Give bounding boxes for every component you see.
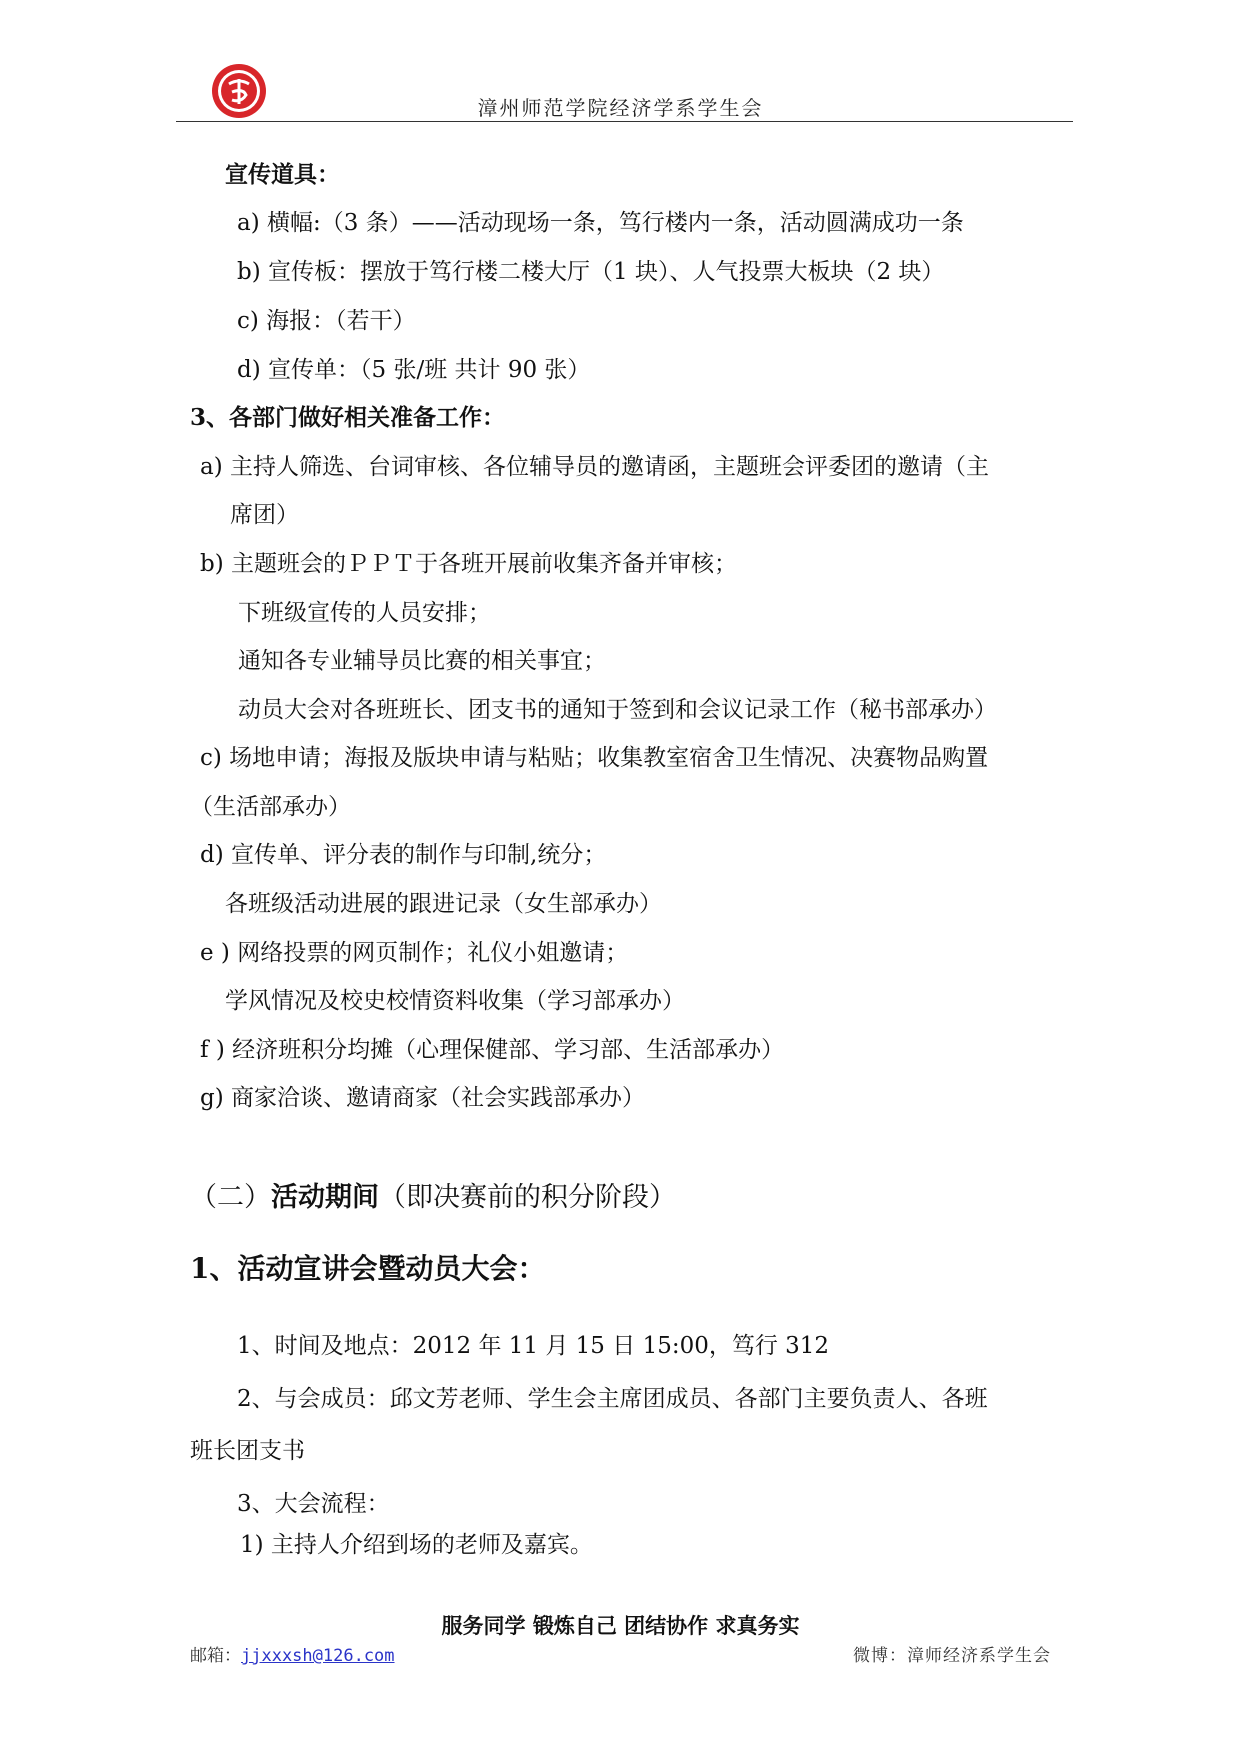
meeting-process-step-1: 1) 主持人介绍到场的老师及嘉宾。 [240,1532,593,1558]
footer-motto: 服务同学 锻炼自己 团结协作 求真务实 [441,1614,800,1638]
dept-item-c-cont: （生活部承办） [190,794,351,820]
dept-item-b-line2: 下班级宣传的人员安排； [238,600,491,626]
dept-heading: 3、各部门做好相关准备工作： [190,404,506,431]
dept-item-b: b) 主题班会的ＰＰＴ于各班开展前收集齐备并审核； [200,551,738,577]
dept-item-b-line3: 通知各专业辅导员比赛的相关事宜； [238,648,606,674]
dept-item-f: f ) 经济班积分均摊（心理保健部、学习部、生活部承办） [200,1037,785,1063]
header-title: 漳州师范学院经济学系学生会 [477,96,764,120]
promo-item-d: d) 宣传单：（5 张/班 共计 90 张） [237,357,591,383]
dept-item-a: a) 主持人筛选、台词审核、各位辅导员的邀请函，主题班会评委团的邀请（主 [200,454,989,480]
meeting-heading: 1、活动宣讲会暨动员大会： [190,1252,546,1285]
dept-item-a-cont: 席团） [230,502,299,528]
dept-item-e-line2: 学风情况及校史校情资料收集（学习部承办） [225,988,685,1014]
meeting-attendees: 2、与会成员：邱文芳老师、学生会主席团成员、各部门主要负责人、各班 [237,1386,988,1412]
section-2-title: 活动期间 [271,1182,379,1213]
dept-item-b-line4: 动员大会对各班班长、团支书的通知于签到和会议记录工作（秘书部承办） [238,697,997,723]
email-label: 邮箱： [190,1646,241,1666]
email-link[interactable]: jjxxxsh@126.com [241,1646,395,1666]
meeting-attendees-cont: 班长团支书 [190,1438,305,1464]
dept-item-d-line2: 各班级活动进展的跟进记录（女生部承办） [225,891,662,917]
meeting-process: 3、大会流程： [237,1491,390,1517]
footer-weibo: 微博：漳师经济系学生会 [853,1646,1051,1666]
header-divider [176,121,1073,122]
promo-heading: 宣传道具： [225,161,340,188]
footer-email [190,1641,395,1666]
meeting-time-place: 1、时间及地点：2012 年 11 月 15 日 15:00，笃行 312 [237,1333,830,1359]
section-2-suffix: （即决赛前的积分阶段） [379,1182,676,1213]
section-2-prefix: （二） [190,1182,271,1213]
dept-item-c: c) 场地申请；海报及版块申请与粘贴；收集教室宿舍卫生情况、决赛物品购置 [200,745,989,771]
promo-item-a: a) 横幅:（3 条）——活动现场一条，笃行楼内一条，活动圆满成功一条 [237,210,964,236]
dept-item-g: g) 商家洽谈、邀请商家（社会实践部承办） [200,1085,646,1111]
promo-item-c: c) 海报：（若干） [237,308,416,334]
dept-item-d: d) 宣传单、评分表的制作与印制,统分； [200,842,607,868]
section-2-heading [190,1183,676,1213]
dept-item-e: e ) 网络投票的网页制作；礼仪小姐邀请； [200,940,629,966]
promo-item-b: b) 宣传板：摆放于笃行楼二楼大厅（1 块）、人气投票大板块（2 块） [237,259,945,285]
